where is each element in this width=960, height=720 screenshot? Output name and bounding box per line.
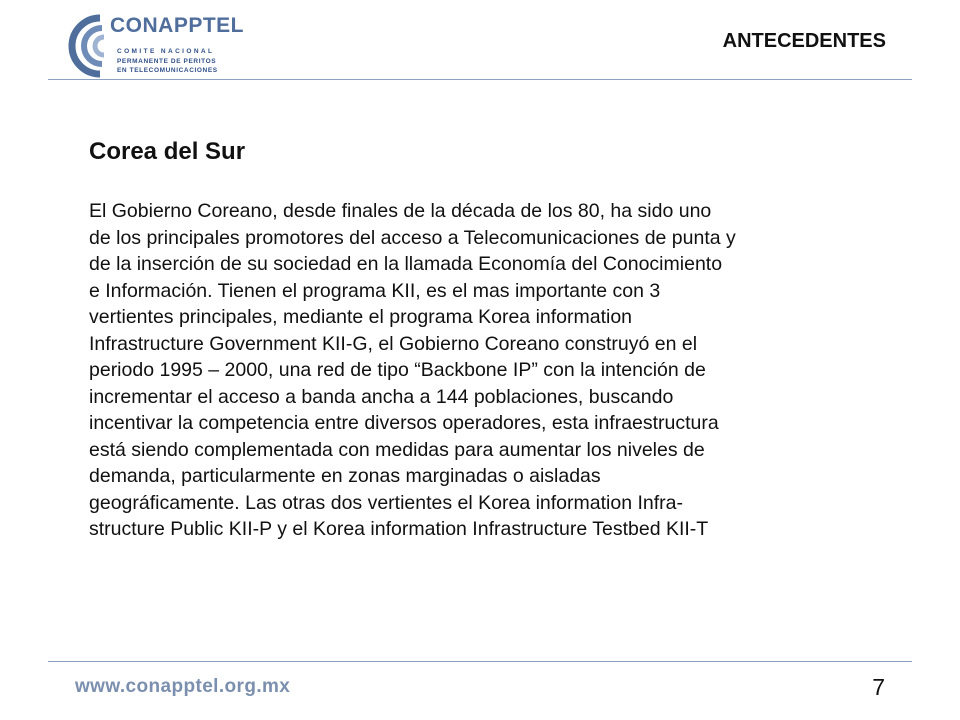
footer-divider [48,661,912,662]
page-number: 7 [872,674,885,700]
body-line: demanda, particularmente en zonas marginadas o aisladas [89,465,601,487]
body-line: El Gobierno Coreano, desde finales de la década de los 80, ha sido uno [89,200,712,222]
body-line: incentivar la competencia entre diversos operadores, esta infraestructura [89,412,719,434]
logo-name: CONAPPTEL [110,14,245,37]
body-line: de la inserción de su sociedad en la llamada Economía del Conocimiento [89,253,723,275]
footer-url: www.conapptel.org.mx [75,676,291,697]
body-line: structure Public KII-P y el Korea information Infrastructure Testbed KII-T [89,518,709,540]
logo-line-3: EN TELECOMUNICACIONES [117,67,218,74]
slide-heading: Corea del Sur [89,138,246,165]
header-divider [48,79,912,80]
body-paragraph [89,198,899,543]
logo-line-1: COMITE NACIONAL [117,48,215,55]
body-line: periodo 1995 – 2000, una red de tipo “Backbone IP” con la intención de [89,359,706,381]
section-title: ANTECEDENTES [722,30,886,52]
body-line: está siendo complementada con medidas para aumentar los niveles de [89,438,705,461]
body-line: Infrastructure Government KII-G, el Gobierno Coreano construyó en el [89,332,698,355]
body-line: incrementar el acceso a banda ancha a 144 poblaciones, buscando [89,385,674,408]
conapptel-logo [60,8,250,78]
body-line: geográficamente. Las otras dos vertientes el Korea information Infra- [89,491,683,514]
body-line: de los principales promotores del acceso a Telecomunicaciones de punta y [89,226,736,249]
body-line: e Información. Tienen el programa KII, es el mas importante con 3 [89,279,661,302]
body-line: vertientes principales, mediante el programa Korea information [89,306,633,328]
logo-line-2: PERMANENTE DE PERITOS [117,58,217,65]
